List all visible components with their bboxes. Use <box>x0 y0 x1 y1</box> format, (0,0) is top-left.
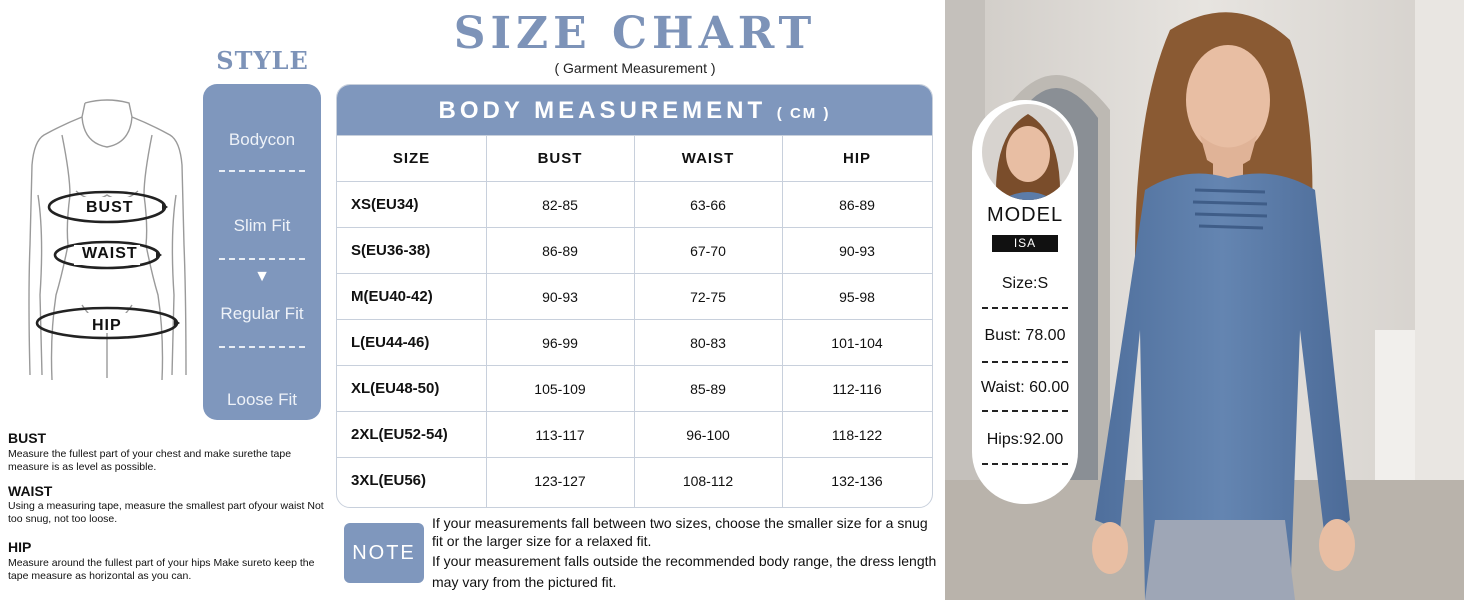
model-size: Size:S <box>1001 275 1049 292</box>
size-cell: XL(EU48-50) <box>351 380 440 397</box>
note-text-2: If your measurement falls outside the recommended body range, the dress length may vary from the pictured fit. <box>432 553 937 590</box>
bust-cell: 96-99 <box>542 335 578 351</box>
waist-cell: 63-66 <box>690 197 726 213</box>
hip-cell: 118-122 <box>831 427 883 443</box>
note-badge: NOTE <box>344 523 424 583</box>
hip-label: HIP <box>92 317 122 334</box>
hip-cell: 86-89 <box>839 197 875 213</box>
style-bodycon: Bodycon <box>228 130 296 149</box>
table-unit: ( CM ) <box>776 105 831 122</box>
selected-arrow-icon: ▼ <box>254 268 270 285</box>
model-hips: Hips:92.00 <box>986 431 1064 448</box>
table-title <box>337 97 932 125</box>
bust-cell: 86-89 <box>542 243 578 259</box>
waist-label: WAIST <box>82 245 138 262</box>
model-divider <box>982 361 1068 363</box>
note-text-1: If your measurements fall between two sizes, choose the smaller size for a snug fit or the larger size for a relaxed fit. <box>432 515 928 549</box>
column-header: SIZE <box>392 150 431 167</box>
bust-cell: 90-93 <box>542 289 578 305</box>
model-portrait <box>982 104 1074 200</box>
table-row <box>337 411 932 458</box>
size-cell: L(EU44-46) <box>351 334 430 351</box>
bust-definition-text: Measure the fullest part of your chest and make surethe tape measure is as level as possible. <box>8 448 292 473</box>
model-heading: MODEL <box>986 204 1064 226</box>
size-cell: M(EU40-42) <box>351 288 433 305</box>
table-title-text: BODY MEASUREMENT <box>438 97 767 124</box>
style-panel <box>203 84 321 420</box>
hip-definition-title: HIP <box>8 539 32 555</box>
style-divider <box>219 258 305 260</box>
hip-cell: 90-93 <box>839 243 875 259</box>
size-table <box>336 84 933 508</box>
column-header: HIP <box>842 150 871 167</box>
size-cell: S(EU36-38) <box>351 242 431 259</box>
model-divider <box>982 463 1068 465</box>
bust-cell: 123-127 <box>534 473 586 489</box>
bust-definition-title: BUST <box>8 430 47 446</box>
column-header: BUST <box>537 150 583 167</box>
model-name-badge: ISA <box>992 235 1058 252</box>
waist-cell: 80-83 <box>690 335 726 351</box>
table-title-bar <box>337 85 932 135</box>
waist-definition-text: Using a measuring tape, measure the smallest part ofyour waist Not too snug, not too loose. <box>8 500 324 525</box>
style-loose-fit: Loose Fit <box>227 390 297 409</box>
waist-cell: 108-112 <box>682 473 734 489</box>
bust-cell: 113-117 <box>535 427 585 443</box>
size-cell: XS(EU34) <box>351 196 419 213</box>
style-regular-fit: Regular Fit <box>220 304 304 323</box>
model-divider <box>982 410 1068 412</box>
size-cell: 3XL(EU56) <box>351 472 427 489</box>
size-cell: 2XL(EU52-54) <box>351 426 448 443</box>
table-row <box>337 319 932 366</box>
waist-cell: 67-70 <box>690 243 726 259</box>
style-divider <box>219 170 305 172</box>
model-bust: Bust: 78.00 <box>984 327 1066 344</box>
table-row <box>337 365 932 412</box>
hip-cell: 101-104 <box>831 335 883 351</box>
model-waist: Waist: 60.00 <box>980 379 1070 396</box>
waist-cell: 85-89 <box>690 381 726 397</box>
hip-cell: 132-136 <box>831 473 883 489</box>
waist-cell: 72-75 <box>690 289 726 305</box>
bust-cell: 82-85 <box>542 197 578 213</box>
table-row <box>337 227 932 274</box>
table-header-row <box>337 135 932 182</box>
page-subtitle: ( Garment Measurement ) <box>554 60 716 76</box>
style-heading: STYLE <box>216 46 309 75</box>
table-row <box>337 457 932 504</box>
waist-definition-title: WAIST <box>8 483 53 499</box>
column-header: WAIST <box>681 150 735 167</box>
hip-cell: 112-116 <box>832 381 882 397</box>
table-row <box>337 273 932 320</box>
page-title: SIZE CHART <box>453 8 817 59</box>
table-row <box>337 181 932 228</box>
style-divider <box>219 346 305 348</box>
model-divider <box>982 307 1068 309</box>
body-figure-illustration <box>22 95 192 385</box>
bust-cell: 105-109 <box>534 381 586 397</box>
style-slim-fit: Slim Fit <box>233 216 291 235</box>
bust-label: BUST <box>86 199 134 216</box>
hip-cell: 95-98 <box>839 289 875 305</box>
hip-definition-text: Measure around the fullest part of your hips Make sureto keep the tape measure as horizontal as you can. <box>8 557 315 582</box>
waist-cell: 96-100 <box>686 427 730 443</box>
